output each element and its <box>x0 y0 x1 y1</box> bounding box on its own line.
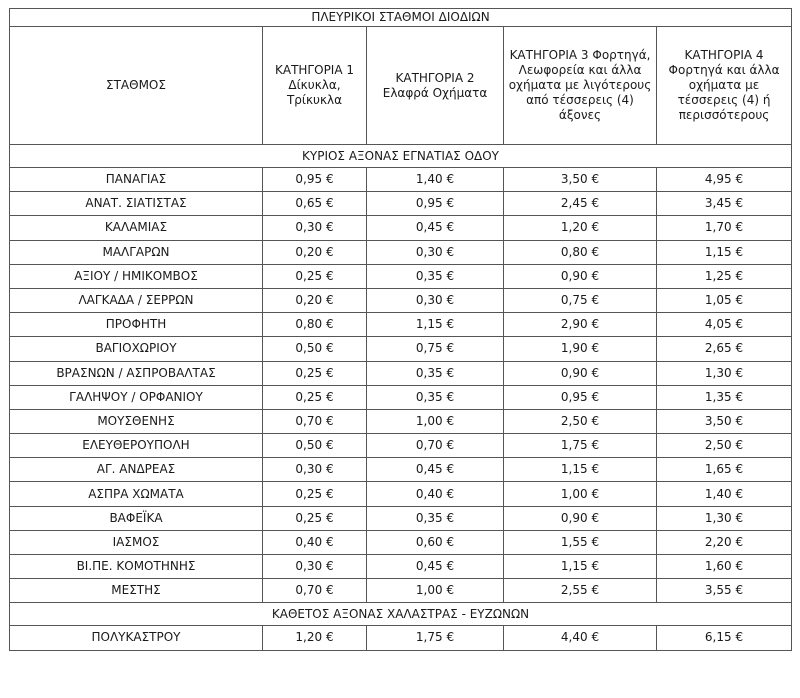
section-title: ΚΑΘΕΤΟΣ ΑΞΟΝΑΣ ΧΑΛΑΣΤΡΑΣ - ΕΥΖΩΝΩΝ <box>10 603 792 626</box>
station-name-cell: ΜΑΛΓΑΡΩΝ <box>10 240 263 264</box>
toll-price-cell-category-3: 1,75 € <box>504 434 657 458</box>
toll-price-cell-category-3: 1,15 € <box>504 458 657 482</box>
toll-price-cell-category-2: 1,75 € <box>367 626 504 650</box>
toll-price-cell-category-2: 0,30 € <box>367 240 504 264</box>
toll-stations-table <box>9 8 792 651</box>
toll-price-cell-category-3: 0,90 € <box>504 264 657 288</box>
station-name-cell: ΒΡΑΣΝΩΝ / ΑΣΠΡΟΒΑΛΤΑΣ <box>10 361 263 385</box>
station-name-cell: ΑΣΠΡΑ ΧΩΜΑΤΑ <box>10 482 263 506</box>
toll-price-cell-category-1: 0,80 € <box>263 313 367 337</box>
column-header-category-4: ΚΑΤΗΓΟΡΙΑ 4 Φορτηγά και άλλα οχήματα με τέσσερεις (4) ή περισσότερους <box>657 27 792 145</box>
toll-price-cell-category-1: 1,20 € <box>263 626 367 650</box>
toll-price-cell-category-2: 0,45 € <box>367 216 504 240</box>
toll-price-cell-category-3: 2,50 € <box>504 409 657 433</box>
toll-price-cell-category-2: 1,40 € <box>367 168 504 192</box>
station-name-cell: ΒΙ.ΠΕ. ΚΟΜΟΤΗΝΗΣ <box>10 555 263 579</box>
station-name-cell: ΕΛΕΥΘΕΡΟΥΠΟΛΗ <box>10 434 263 458</box>
toll-price-cell-category-3: 0,90 € <box>504 506 657 530</box>
station-name-cell: ΓΑΛΗΨΟΥ / ΟΡΦΑΝΙΟΥ <box>10 385 263 409</box>
toll-price-cell-category-4: 2,20 € <box>657 530 792 554</box>
station-name-cell: ΑΓ. ΑΝΔΡΕΑΣ <box>10 458 263 482</box>
toll-price-cell-category-3: 2,45 € <box>504 192 657 216</box>
table-row <box>10 482 792 506</box>
toll-price-cell-category-2: 0,40 € <box>367 482 504 506</box>
toll-price-cell-category-1: 0,70 € <box>263 409 367 433</box>
station-name-cell: ΜΕΣΤΗΣ <box>10 579 263 603</box>
toll-price-cell-category-2: 0,95 € <box>367 192 504 216</box>
table-row <box>10 337 792 361</box>
station-name-cell: ΠΡΟΦΗΤΗ <box>10 313 263 337</box>
table-row <box>10 240 792 264</box>
header-row <box>10 27 792 145</box>
toll-price-cell-category-2: 0,35 € <box>367 385 504 409</box>
toll-price-cell-category-3: 0,75 € <box>504 288 657 312</box>
column-header-category-2: ΚΑΤΗΓΟΡΙΑ 2 Ελαφρά Οχήματα <box>367 27 504 145</box>
toll-price-cell-category-3: 0,90 € <box>504 361 657 385</box>
toll-price-cell-category-4: 6,15 € <box>657 626 792 650</box>
table-row <box>10 530 792 554</box>
table-row <box>10 409 792 433</box>
table-row <box>10 313 792 337</box>
toll-price-cell-category-4: 1,30 € <box>657 506 792 530</box>
table-body <box>10 145 792 651</box>
toll-price-cell-category-2: 0,30 € <box>367 288 504 312</box>
toll-price-cell-category-4: 1,25 € <box>657 264 792 288</box>
table-row <box>10 192 792 216</box>
toll-price-cell-category-2: 0,35 € <box>367 361 504 385</box>
toll-price-cell-category-4: 1,60 € <box>657 555 792 579</box>
toll-price-cell-category-2: 0,35 € <box>367 506 504 530</box>
column-header-category-3: ΚΑΤΗΓΟΡΙΑ 3 Φορτηγά, Λεωφορεία και άλλα οχήματα με λιγότερους από τέσσερεις (4) άξονες <box>504 27 657 145</box>
table-row <box>10 579 792 603</box>
toll-price-cell-category-2: 1,15 € <box>367 313 504 337</box>
toll-price-cell-category-3: 2,90 € <box>504 313 657 337</box>
toll-price-cell-category-2: 0,70 € <box>367 434 504 458</box>
station-name-cell: ΜΟΥΣΘΕΝΗΣ <box>10 409 263 433</box>
toll-price-cell-category-1: 0,70 € <box>263 579 367 603</box>
station-name-cell: ΑΞΙΟΥ / ΗΜΙΚΟΜΒΟΣ <box>10 264 263 288</box>
toll-price-cell-category-1: 0,65 € <box>263 192 367 216</box>
table-row <box>10 288 792 312</box>
toll-price-cell-category-4: 3,55 € <box>657 579 792 603</box>
toll-price-cell-category-4: 3,45 € <box>657 192 792 216</box>
toll-price-cell-category-1: 0,20 € <box>263 240 367 264</box>
section-title: ΚΥΡΙΟΣ ΑΞΟΝΑΣ ΕΓΝΑΤΙΑΣ ΟΔΟΥ <box>10 145 792 168</box>
toll-price-cell-category-1: 0,40 € <box>263 530 367 554</box>
toll-price-cell-category-3: 0,80 € <box>504 240 657 264</box>
toll-price-cell-category-4: 4,05 € <box>657 313 792 337</box>
toll-price-cell-category-2: 0,60 € <box>367 530 504 554</box>
station-name-cell: ΙΑΣΜΟΣ <box>10 530 263 554</box>
toll-price-cell-category-4: 4,95 € <box>657 168 792 192</box>
toll-price-cell-category-1: 0,25 € <box>263 385 367 409</box>
station-name-cell: ΛΑΓΚΑΔΑ / ΣΕΡΡΩΝ <box>10 288 263 312</box>
section-header-row <box>10 145 792 168</box>
column-header-station: ΣΤΑΘΜΟΣ <box>10 27 263 145</box>
station-name-cell: ΒΑΓΙΟΧΩΡΙΟΥ <box>10 337 263 361</box>
toll-price-cell-category-3: 2,55 € <box>504 579 657 603</box>
toll-price-cell-category-4: 3,50 € <box>657 409 792 433</box>
toll-price-cell-category-2: 1,00 € <box>367 409 504 433</box>
table-row <box>10 506 792 530</box>
toll-price-cell-category-3: 3,50 € <box>504 168 657 192</box>
toll-price-cell-category-4: 2,65 € <box>657 337 792 361</box>
toll-price-cell-category-1: 0,25 € <box>263 482 367 506</box>
toll-price-cell-category-4: 1,70 € <box>657 216 792 240</box>
toll-price-cell-category-2: 0,45 € <box>367 555 504 579</box>
toll-price-cell-category-4: 1,30 € <box>657 361 792 385</box>
toll-price-cell-category-4: 1,65 € <box>657 458 792 482</box>
column-header-category-1: ΚΑΤΗΓΟΡΙΑ 1 Δίκυκλα, Τρίκυκλα <box>263 27 367 145</box>
toll-price-cell-category-2: 0,75 € <box>367 337 504 361</box>
station-name-cell: ΠΑΝΑΓΙΑΣ <box>10 168 263 192</box>
toll-price-cell-category-2: 0,35 € <box>367 264 504 288</box>
toll-price-cell-category-2: 1,00 € <box>367 579 504 603</box>
toll-price-cell-category-3: 0,95 € <box>504 385 657 409</box>
toll-price-cell-category-1: 0,20 € <box>263 288 367 312</box>
toll-price-cell-category-1: 0,30 € <box>263 216 367 240</box>
station-name-cell: ΒΑΦΕΪΚΑ <box>10 506 263 530</box>
toll-price-cell-category-1: 0,25 € <box>263 361 367 385</box>
toll-price-cell-category-3: 4,40 € <box>504 626 657 650</box>
toll-price-cell-category-1: 0,25 € <box>263 264 367 288</box>
toll-price-cell-category-1: 0,30 € <box>263 555 367 579</box>
toll-price-cell-category-1: 0,95 € <box>263 168 367 192</box>
table-row <box>10 385 792 409</box>
toll-price-cell-category-4: 1,05 € <box>657 288 792 312</box>
station-name-cell: ΚΑΛΑΜΙΑΣ <box>10 216 263 240</box>
table-row <box>10 216 792 240</box>
section-header-row <box>10 603 792 626</box>
toll-price-cell-category-4: 2,50 € <box>657 434 792 458</box>
toll-price-cell-category-4: 1,35 € <box>657 385 792 409</box>
toll-price-cell-category-3: 1,55 € <box>504 530 657 554</box>
toll-price-cell-category-1: 0,25 € <box>263 506 367 530</box>
toll-price-cell-category-3: 1,90 € <box>504 337 657 361</box>
toll-price-cell-category-1: 0,50 € <box>263 434 367 458</box>
table-row <box>10 458 792 482</box>
table-row <box>10 434 792 458</box>
table-row <box>10 168 792 192</box>
toll-price-cell-category-1: 0,30 € <box>263 458 367 482</box>
toll-price-cell-category-4: 1,15 € <box>657 240 792 264</box>
table-row <box>10 264 792 288</box>
toll-price-cell-category-3: 1,00 € <box>504 482 657 506</box>
table-title: ΠΛΕΥΡΙΚΟΙ ΣΤΑΘΜΟΙ ΔΙΟΔΙΩΝ <box>10 9 792 27</box>
table-row <box>10 361 792 385</box>
station-name-cell: ΠΟΛΥΚΑΣΤΡΟΥ <box>10 626 263 650</box>
toll-price-cell-category-1: 0,50 € <box>263 337 367 361</box>
table-row <box>10 626 792 650</box>
toll-price-cell-category-2: 0,45 € <box>367 458 504 482</box>
toll-price-cell-category-4: 1,40 € <box>657 482 792 506</box>
station-name-cell: ΑΝΑΤ. ΣΙΑΤΙΣΤΑΣ <box>10 192 263 216</box>
toll-price-cell-category-3: 1,20 € <box>504 216 657 240</box>
toll-price-cell-category-3: 1,15 € <box>504 555 657 579</box>
table-row <box>10 555 792 579</box>
